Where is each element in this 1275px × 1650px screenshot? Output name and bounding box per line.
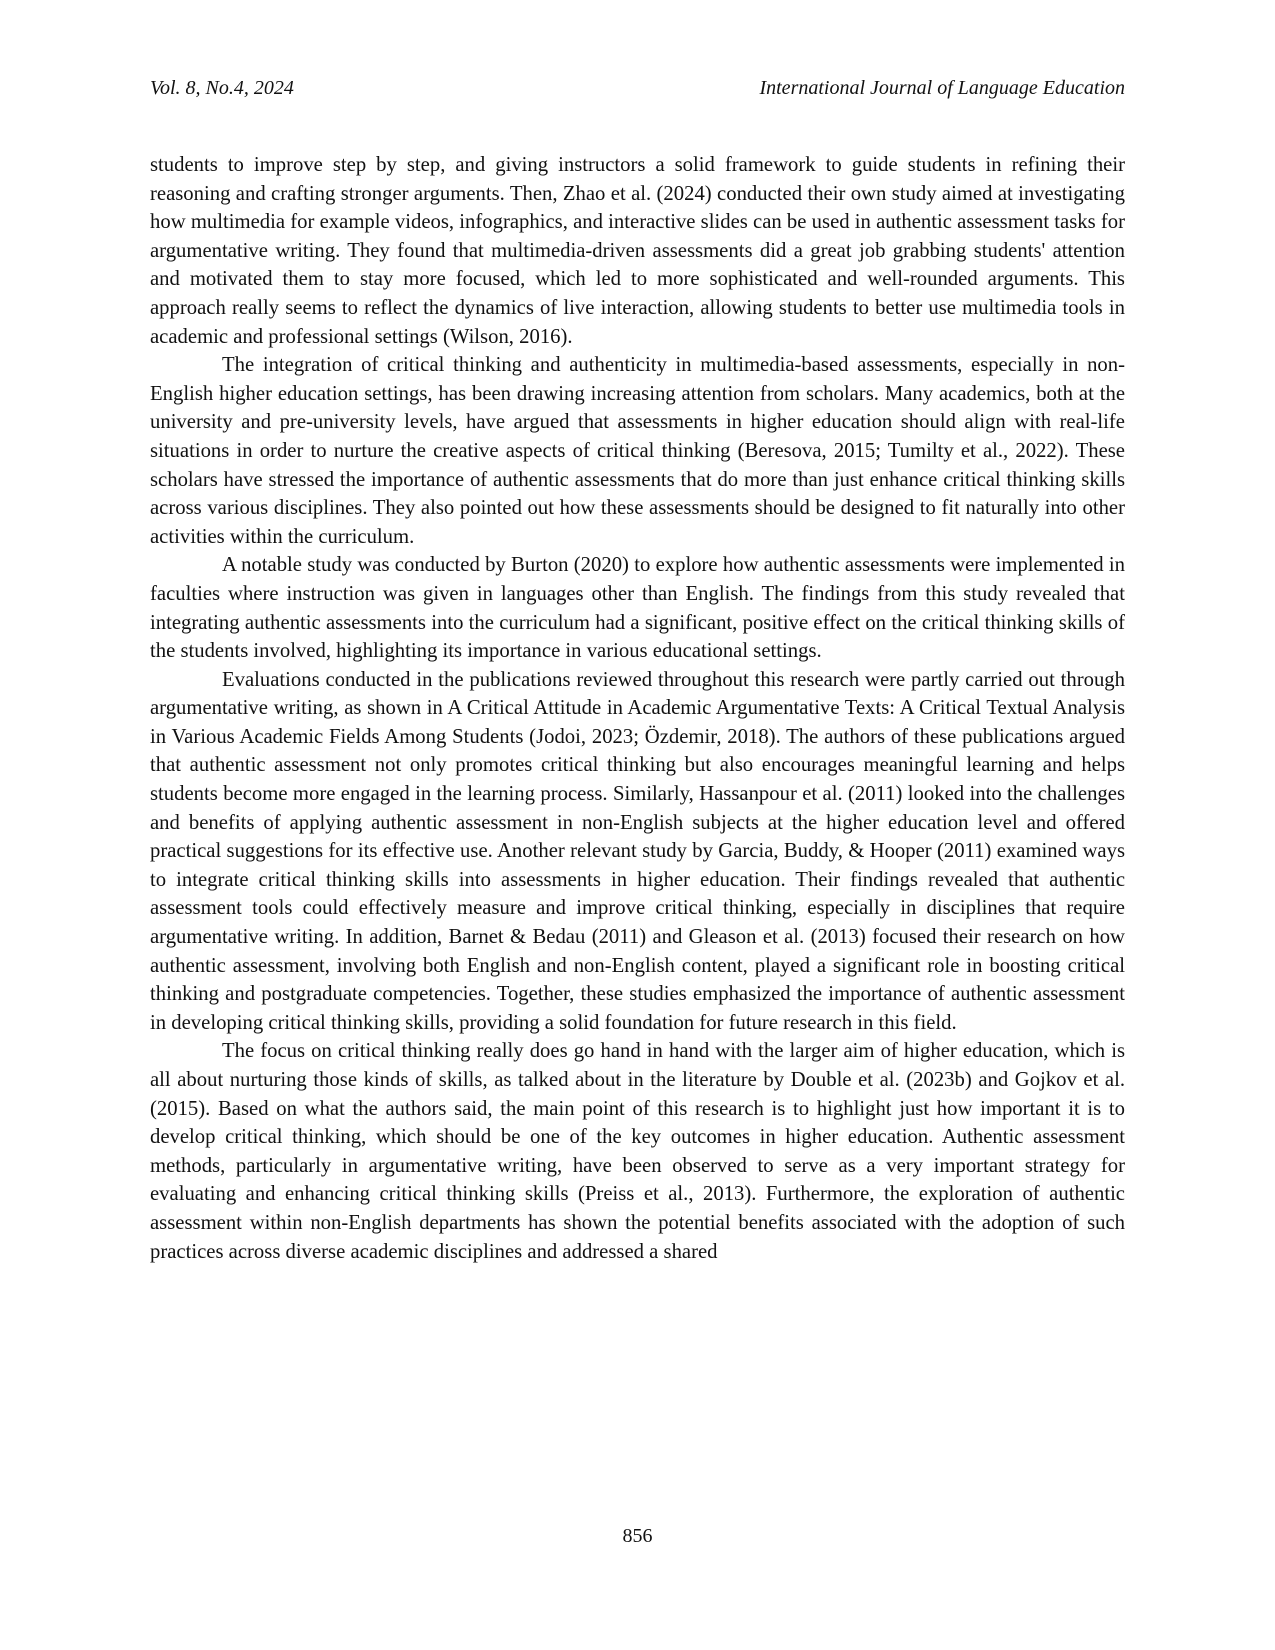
volume-issue: Vol. 8, No.4, 2024 — [150, 77, 294, 99]
paragraph: Evaluations conducted in the publications reviewed throughout this research were partly carried out through argumentative writing, as shown in A Critical Attitude in Academic Argumentative Texts: A Critical Textual Analysis in Various Academic Fields Among Students (Jodoi, 2023; Özdemir, 2018). The authors of these publications argued that authentic assessment not only promotes critical thinking but also encourages meaningful learning and helps students become more engaged in the learning process. Similarly, Hassanpour et al. (2011) looked into the challenges and benefits of applying authentic assessment in non-English subjects at the higher education level and offered practical suggestions for its effective use. Another relevant study by Garcia, Buddy, & Hooper (2011) examined ways to integrate critical thinking skills into assessments in higher education. Their findings revealed that authentic assessment tools could effectively measure and improve critical thinking, especially in disciplines that require argumentative writing. In addition, Barnet & Bedau (2011) and Gleason et al. (2013) focused their research on how authentic assessment, involving both English and non-English content, played a significant role in boosting critical thinking and postgraduate competencies. Together, these studies emphasized the importance of authentic assessment in developing critical thinking skills, providing a solid foundation for future research in this field. — [150, 668, 1125, 1034]
body-text — [150, 151, 1125, 1266]
page-number: 856 — [622, 1525, 653, 1547]
journal-title: International Journal of Language Education — [759, 77, 1125, 99]
paragraph-continued: students to improve step by step, and giving instructors a solid framework to guide students in refining their reasoning and crafting stronger arguments. Then, Zhao et al. (2024) conducted their own study aimed at investigating how multimedia for example videos, infographics, and interactive slides can be used in authentic assessment tasks for argumentative writing. They found that multimedia-driven assessments did a great job grabbing students' attention and motivated them to stay more focused, which led to more sophisticated and well-rounded arguments. This approach really seems to reflect the dynamics of live interaction, allowing students to better use multimedia tools in academic and professional settings (Wilson, 2016). — [150, 154, 1125, 348]
paragraph: A notable study was conducted by Burton (2020) to explore how authentic assessments were implemented in faculties where instruction was given in languages other than English. The findings from this study revealed that integrating authentic assessments into the curriculum had a significant, positive effect on the critical thinking skills of the students involved, highlighting its importance in various educational settings. — [150, 554, 1125, 663]
running-header — [150, 76, 1125, 106]
paragraph: The focus on critical thinking really does go hand in hand with the larger aim of higher education, which is all about nurturing those kinds of skills, as talked about in the literature by Double et al. (2023b) and Gojkov et al. (2015). Based on what the authors said, the main point of this research is to highlight just how important it is to develop critical thinking, which should be one of the key outcomes in higher education. Authentic assessment methods, particularly in argumentative writing, have been observed to serve as a very important strategy for evaluating and enhancing critical thinking skills (Preiss et al., 2013). Furthermore, the exploration of authentic assessment within non-English departments has shown the potential benefits associated with the adoption of such practices across diverse academic disciplines and addressed a shared — [150, 1040, 1125, 1263]
paragraph: The integration of critical thinking and authenticity in multimedia-based assessments, especially in non-English higher education settings, has been drawing increasing attention from scholars. Many academics, both at the university and pre-university levels, have argued that assessments in higher education should align with real-life situations in order to nurture the creative aspects of critical thinking (Beresova, 2015; Tumilty et al., 2022). These scholars have stressed the importance of authentic assessments that do more than just enhance critical thinking skills across various disciplines. They also pointed out how these assessments should be designed to fit naturally into other activities within the curriculum. — [150, 354, 1125, 548]
